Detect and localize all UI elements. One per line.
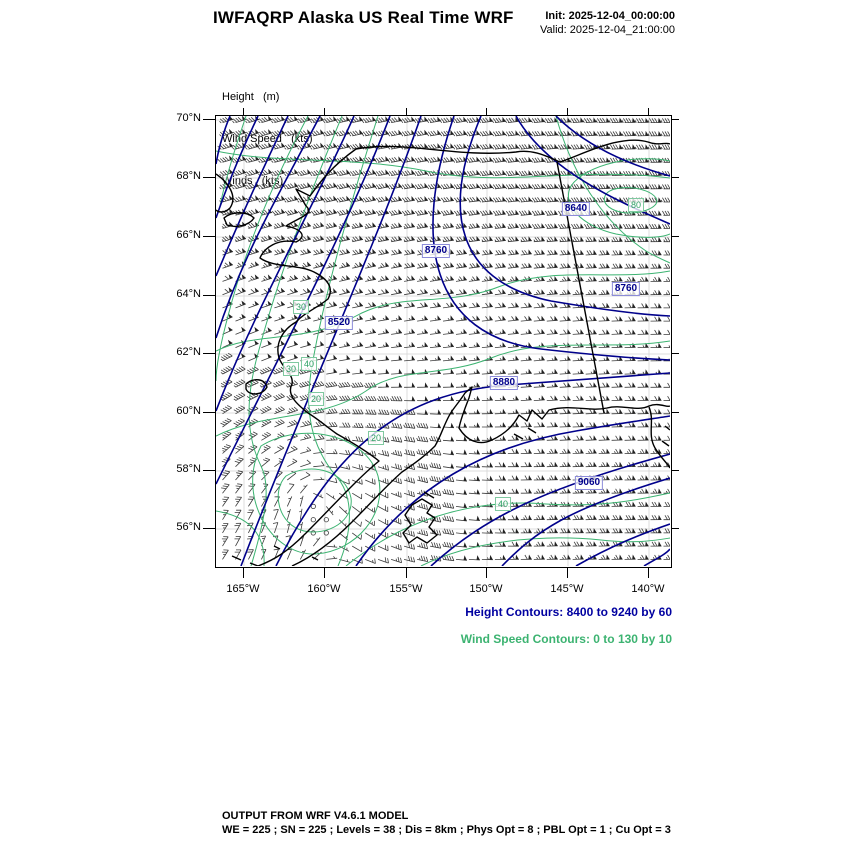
page-title: IWFAQRP Alaska US Real Time WRF [213,8,514,27]
height-contour-label: 8880 [490,376,518,390]
wind-speed-contour-line [421,538,670,566]
lon-tick-label: 165°W [226,583,260,595]
legend-winds: Winds (kts) [222,175,284,187]
lon-tick [486,568,487,578]
wind-speed-contour-label: 20 [308,392,324,406]
lon-tick [648,108,649,115]
lat-tick-label: 56°N [176,521,201,533]
wind-speed-contour-line [253,433,380,554]
lat-tick [203,528,215,529]
lat-tick [203,295,215,296]
height-contour-label: 8520 [325,316,353,330]
lat-tick-label: 58°N [176,463,201,475]
height-contour-line [216,116,230,164]
legend-wind-speed: Wind Speed (kts) [222,133,313,145]
height-contour-label: 9060 [575,476,603,490]
lat-tick [672,470,679,471]
lat-tick [203,353,215,354]
map-svg [216,116,670,566]
lat-tick-label: 64°N [176,288,201,300]
lon-tick [243,568,244,578]
lat-tick [203,236,215,237]
height-contour-line [216,116,258,218]
height-contour-label: 8760 [422,244,450,258]
map-plot [215,115,672,568]
lat-tick [203,412,215,413]
lat-tick [672,295,679,296]
lon-tick-label: 155°W [389,583,423,595]
height-contour-line [516,116,670,224]
height-contour-line [502,478,670,566]
lat-tick [203,177,215,178]
lon-tick [243,108,244,115]
lat-tick-label: 70°N [176,112,201,124]
wind-speed-contours-caption: Wind Speed Contours: 0 to 130 by 10 [460,632,672,646]
lon-tick [324,108,325,115]
lat-tick [672,177,679,178]
wind-speed-contour-label: 80 [628,198,644,212]
lon-tick [567,108,568,115]
init-timestamp: Init: 2025-12-04_00:00:00 [545,10,675,22]
wind-speed-contour-label: 30 [283,362,299,376]
height-contour-label: 8640 [562,202,590,216]
model-config-line: WE = 225 ; SN = 225 ; Levels = 38 ; Dis = 8km ; Phys Opt = 8 ; PBL Opt = 1 ; Cu Opt = 3 [222,824,671,836]
lat-tick-label: 60°N [176,405,201,417]
wind-speed-contour-label: 20 [368,431,384,445]
lat-tick-label: 68°N [176,170,201,182]
legend-height: Height (m) [222,91,280,103]
lon-tick [567,568,568,578]
lon-tick-label: 145°W [550,583,584,595]
wind-speed-contour-label: 30 [293,300,309,314]
valid-timestamp: Valid: 2025-12-04_21:00:00 [540,24,675,36]
lat-tick [672,412,679,413]
wind-barb-strokes [218,117,670,563]
lat-tick [672,119,679,120]
lon-tick-label: 140°W [631,583,665,595]
wind-speed-contour-label: 40 [495,497,511,511]
lon-tick-label: 160°W [307,583,341,595]
height-contour-label: 8760 [612,282,640,296]
lat-tick [203,119,215,120]
lon-tick-label: 150°W [469,583,503,595]
height-contours-caption: Height Contours: 8400 to 9240 by 60 [465,605,672,619]
wind-barbs-layer [218,116,670,563]
lon-tick [406,568,407,578]
height-contours-layer [216,116,670,566]
lat-tick [672,528,679,529]
wind-barb-pennants [228,116,670,560]
lat-tick [203,470,215,471]
wind-speed-contour-line [249,116,342,566]
lon-tick [648,568,649,578]
wind-speed-contour-label: 40 [301,357,317,371]
lon-tick [406,108,407,115]
lat-tick-label: 66°N [176,229,201,241]
lon-tick [486,108,487,115]
lat-tick-label: 62°N [176,346,201,358]
lat-tick [672,353,679,354]
lon-tick [324,568,325,578]
model-output-line: OUTPUT FROM WRF V4.6.1 MODEL [222,810,409,822]
lat-tick [672,236,679,237]
